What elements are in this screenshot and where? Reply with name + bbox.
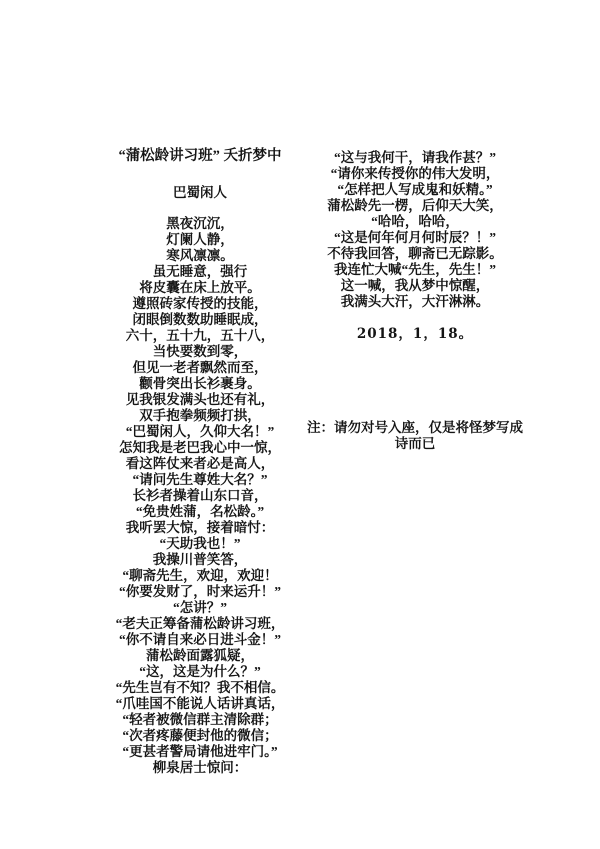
poem-line: “这，这是为什么？” [139, 664, 261, 679]
poem-line: 寒风凛凛。 [166, 248, 234, 263]
poem-line: 我操川普笑答， [152, 552, 248, 567]
poem-line: 怎知我是老巴我心中一惊， [119, 440, 281, 455]
poem-line: “聊斋先生，欢迎，欢迎！ [122, 568, 278, 583]
poem-line: “这是何年何月何时辰？！” [334, 230, 496, 245]
poem-line: “怎讲？” [173, 600, 227, 615]
poem-line: 当快要数到零， [152, 344, 248, 359]
poem-line: 我听罢大惊，接着暗忖： [125, 520, 275, 535]
poem-title: “蒲松龄讲习班” 夭折梦中 [118, 148, 282, 164]
note-line-2: 诗而已 [394, 436, 436, 451]
right-stanza [300, 150, 530, 310]
poem-line: “哈哈，哈哈， [371, 214, 459, 229]
poem-line: 但见一老者飘然而至， [132, 360, 268, 375]
poem-line: 闭眼倒数数助睡眠成， [132, 312, 268, 327]
poem-line: “请问先生尊姓大名？” [132, 472, 268, 487]
poem-line: “轻者被微信群主清除群； [122, 712, 278, 727]
poem-line: “你不请自来必日进斗金！” [119, 632, 281, 647]
poem-line: “先生岂有不知？我不相信。 [115, 680, 285, 695]
right-column [300, 150, 530, 452]
poem-line: “天助我也！” [159, 536, 241, 551]
poem-line: “爪哇国不能说人话讲真话， [115, 696, 285, 711]
note-line-1: 注：请勿对号入座，仅是将怪梦写成 [307, 420, 523, 435]
poem-line: 黑夜沉沉， [166, 216, 234, 231]
poem-line: “这与我何干，请我作甚？” [334, 150, 496, 165]
poem-line: “老夫正筹备蒲松龄讲习班， [115, 616, 285, 631]
poem-line: 柳泉居士惊问： [152, 760, 248, 775]
poem-line: “免贵姓蒲，名松龄。” [135, 504, 265, 519]
poem-note [300, 420, 530, 452]
poem-line: 虽无睡意，强行 [152, 264, 248, 279]
poem-line: 双手抱拳频频打拱， [139, 408, 261, 423]
poem-author: 巴蜀闲人 [173, 185, 227, 200]
poem-line: “怎样把人写成鬼和妖精。” [337, 182, 493, 197]
poem-line: 不待我回答，聊斋已无踪影。 [327, 246, 503, 261]
poem-line: “次者疼藤便封他的微信； [122, 728, 278, 743]
poem-line: 我满头大汗，大汗淋淋。 [340, 294, 490, 309]
poem-line: 灯阑人静， [166, 232, 234, 247]
poem-line: 遵照砖家传授的技能， [132, 296, 268, 311]
poem-line: “巴蜀闲人，久仰大名！” [125, 424, 275, 439]
poem-line: 蒲松龄先一楞，后仰天大笑， [327, 198, 503, 213]
poem-line: 看这阵仗来者必是高人， [125, 456, 275, 471]
poem-line: “你要发财了，时来运升！” [119, 584, 281, 599]
poem-line: 这一喊，我从梦中惊醒， [340, 278, 490, 293]
poem-line: 将皮囊在床上放平。 [139, 280, 261, 295]
poem-line: 见我银发满头也还有礼， [125, 392, 275, 407]
poem-line: 蒲松龄面露狐疑， [146, 648, 254, 663]
poem-line: “更甚者警局请他进牢门。” [122, 744, 278, 759]
poem-line: “请你来传授你的伟大发明， [330, 166, 500, 181]
poem-line: 我连忙大喊“先生，先生！” [334, 262, 496, 277]
poem-line: 颧骨突出长衫裹身。 [139, 376, 261, 391]
poem-line: 六十，五十九，五十八， [125, 328, 275, 343]
poem-line: 长衫者操着山东口音， [132, 488, 268, 503]
poem-date: 2018，1，18。 [356, 326, 474, 342]
